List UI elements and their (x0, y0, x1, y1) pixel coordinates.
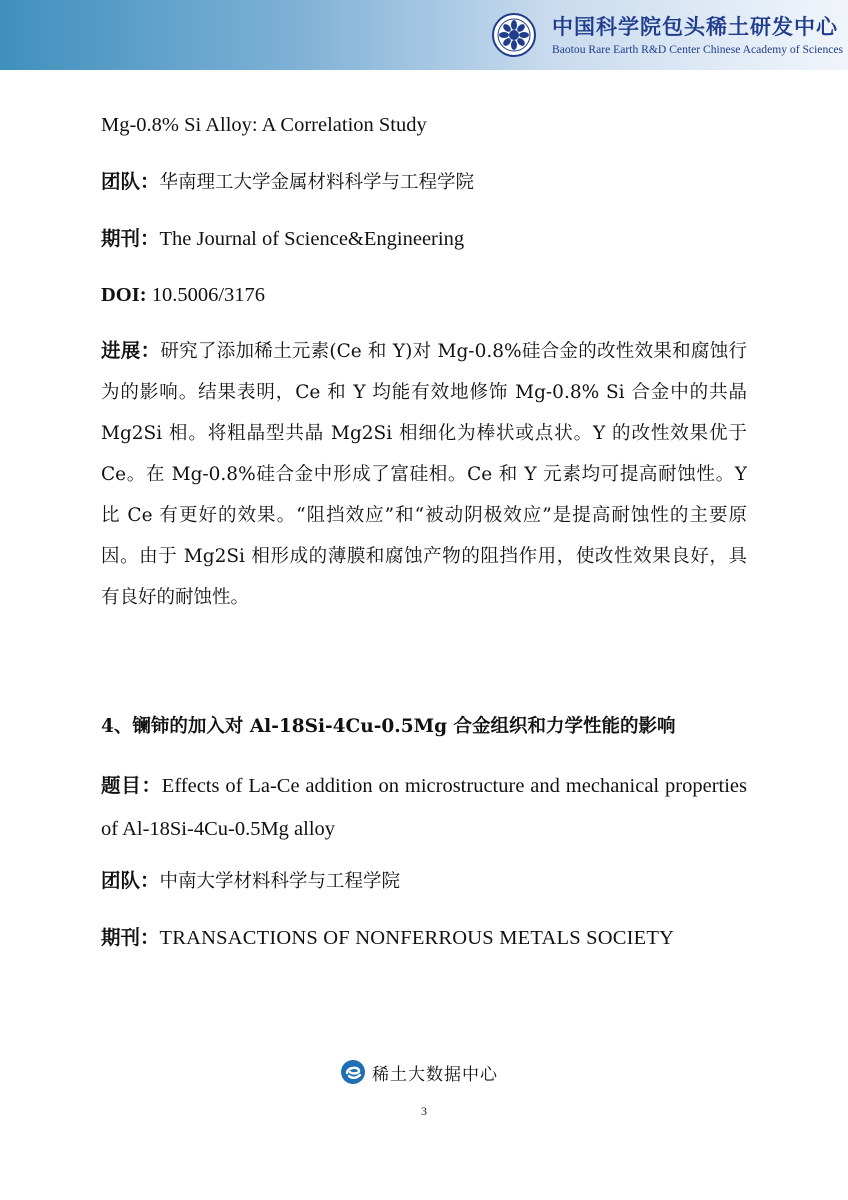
journal-value: The Journal of Science&Engineering (159, 228, 465, 250)
article4-journal (101, 920, 747, 956)
article4-team (101, 863, 747, 899)
article3-journal (101, 221, 747, 257)
article3-title-tail: Mg-0.8% Si Alloy: A Correlation Study (101, 114, 427, 136)
article4-heading: 4、镧铈的加入对 Al-18Si-4Cu-0.5Mg 合金组织和力学性能的影响 (101, 716, 676, 737)
team-value: 华南理工大学金属材料科学与工程学院 (159, 172, 475, 193)
doi-label: DOI: (101, 284, 147, 306)
page-header (0, 0, 848, 70)
team-value: 中南大学材料科学与工程学院 (159, 871, 401, 892)
doi-value: 10.5006/3176 (146, 284, 266, 306)
org-name-en: Baotou Rare Earth R&D Center Chinese Academy of Sciences (552, 43, 844, 56)
journal-label: 期刊： (101, 227, 160, 250)
title-value: Effects of La-Ce addition on microstructure and mechanical properties of Al-18Si-4Cu-0.5Mg alloy (101, 775, 747, 840)
progress-text: 研究了添加稀土元素(Ce 和 Y)对 Mg-0.8%硅合金的改性效果和腐蚀行为的影响。结果表明，Ce 和 Y 均能有效地修饰 Mg-0.8% Si 合金中的共晶 Mg2Si 相。将粗晶型共晶 Mg2Si 相细化为棒状或点状。Y 的改性效果优于 Ce。在 Mg-0.8%硅合金中形成了富硅相。Ce 和 Y 元素均可提高耐蚀性。Y 比 Ce 有更好的效果。“阻挡效应”和“被动阴极效应”是提高耐蚀性的主要原因。由于 Mg2Si 相形成的薄膜和腐蚀产物的阻挡作用，使改性效果良好，具有良好的耐蚀性。 (101, 341, 747, 608)
progress-label: 进展： (101, 339, 161, 362)
document-body (101, 108, 747, 956)
article3-doi (101, 278, 747, 313)
title-label: 题目： (101, 774, 162, 797)
article4-title (101, 764, 747, 851)
journal-label: 期刊： (101, 926, 160, 949)
org-name-cn: 中国科学院包头稀土研发中心 (552, 14, 838, 39)
footer-brand (340, 1059, 498, 1085)
article3-progress (101, 331, 747, 618)
cas-emblem-icon (492, 13, 536, 57)
journal-value: TRANSACTIONS OF NONFERROUS METALS SOCIETY (159, 927, 675, 949)
team-label: 团队： (101, 170, 160, 193)
re-bigdata-logo-icon (340, 1059, 366, 1085)
page-number: 3 (421, 1104, 427, 1118)
article3-team (101, 164, 747, 200)
team-label: 团队： (101, 869, 160, 892)
footer-brand-text: 稀土大数据中心 (372, 1064, 498, 1085)
